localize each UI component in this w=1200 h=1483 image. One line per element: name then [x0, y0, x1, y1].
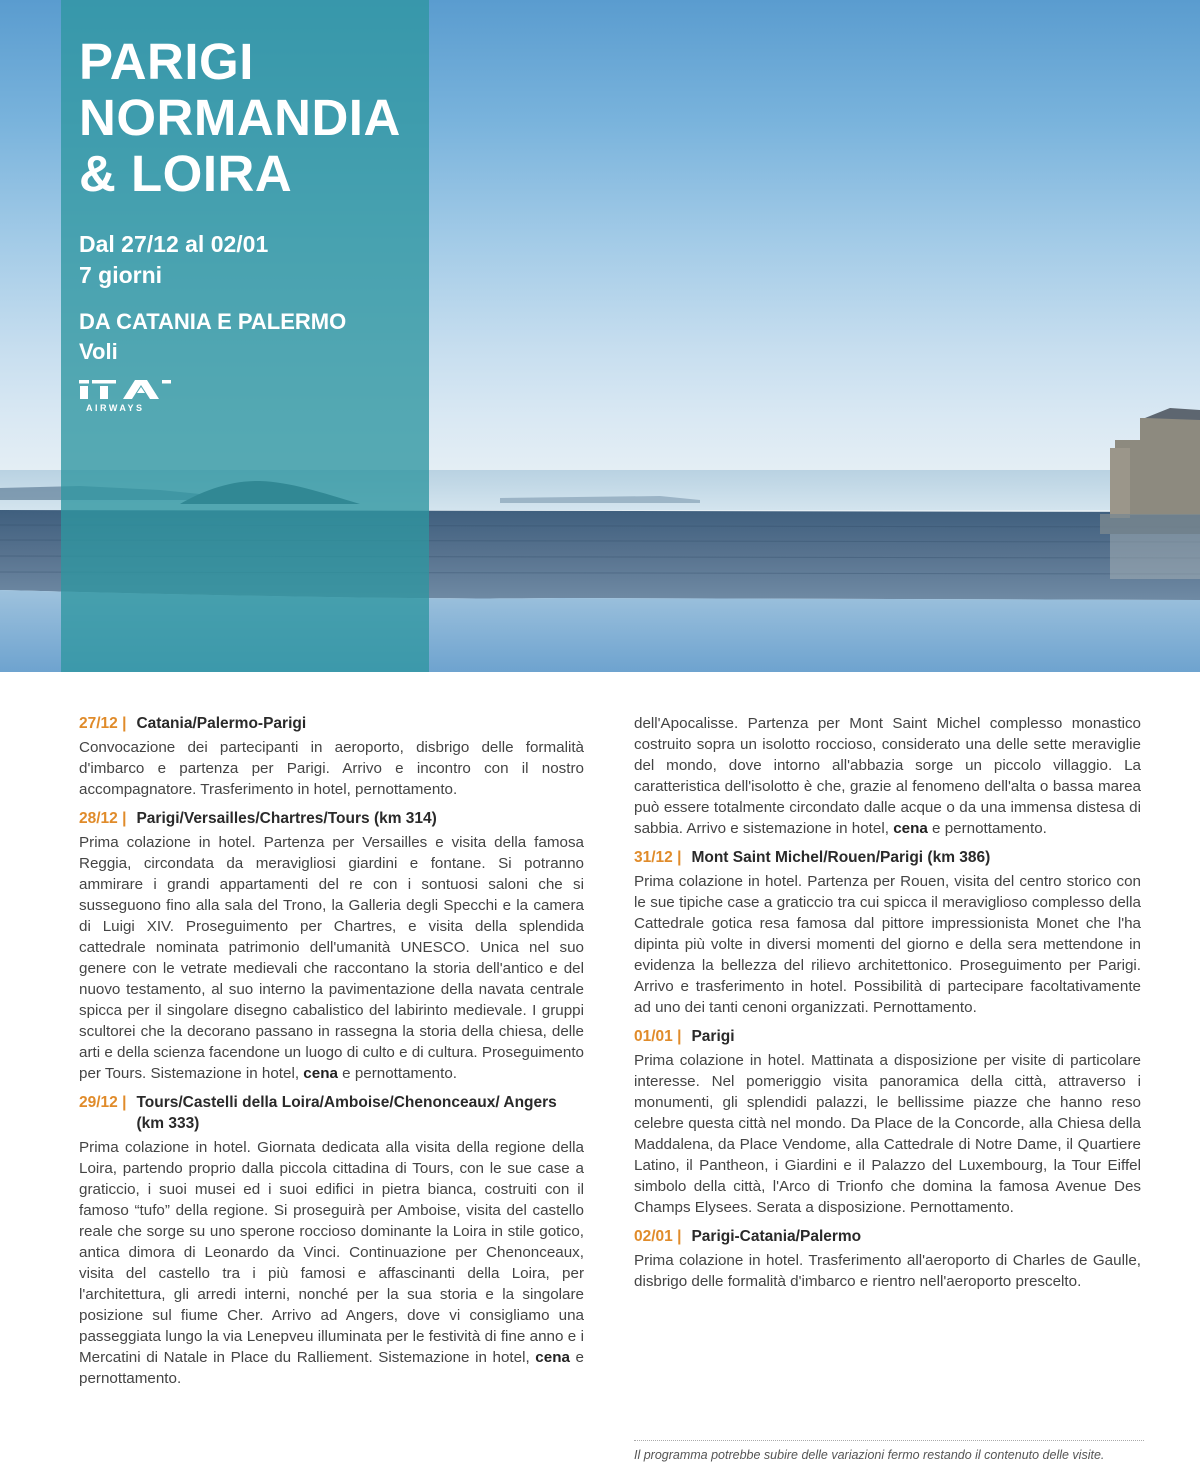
day-route: Tours/Castelli della Loira/Amboise/Chenonceaux/ Angers (km 333)	[136, 1094, 557, 1132]
text-part: Prima colazione in hotel. Giornata dedicata alla visita della regione della Loira, partendo proprio dalla piccola cittadina di Tours, con le sue case a graticcio, i suoi musei ed i suoi edifici in pietra bianca, costruiti con il famoso “tufo” della regione. Si proseguirà per Amboise, visita del castello reale che sorge su uno sperone roccioso dominante la Loira in stile gotico, antica dimora di Leonardo da Vinci. Continuazione per Chenonceaux, visita del castello tra i più famosi e affascinanti della Loira, per l'architettura, gli arredi interni, nonché per la sua storia e la singolare posizione sul fiume Cher. Arrivo ad Angers, dove vi consigliamo una passeggiata lungo la via Lenepveu illuminata per le festività di fine anno e i Mercatini di Natale in Place du Ralliement. Sistemazione in hotel,	[79, 1139, 584, 1366]
day-02-01	[634, 1226, 1141, 1292]
day-description	[79, 1137, 584, 1389]
departure-cities: DA CATANIA E PALERMO	[79, 309, 347, 334]
day-description: Prima colazione in hotel. Trasferimento all'aeroporto di Charles de Gaulle, disbrigo delle formalità d'imbarco e rientro nell'aeroporto prescelto.	[634, 1252, 1141, 1290]
day-header	[634, 847, 1141, 868]
duration: 7 giorni	[79, 262, 163, 288]
meal-highlight: cena	[893, 820, 928, 837]
day-31-12	[634, 847, 1141, 1018]
day-header	[634, 1226, 1141, 1247]
day-date: 27/12 |	[79, 713, 126, 734]
day-description	[79, 832, 584, 1084]
ita-airways-logo	[79, 376, 179, 420]
day-date: 31/12 |	[634, 847, 681, 868]
day-route: Parigi-Catania/Palermo	[691, 1228, 862, 1245]
meal-highlight: cena	[303, 1065, 338, 1082]
program-footnote: Il programma potrebbe subire delle variazioni fermo restando il contenuto delle visite.	[634, 1440, 1144, 1463]
text-part: e pernottamento.	[342, 1065, 457, 1082]
day-date: 01/01 |	[634, 1026, 681, 1047]
trip-dates	[79, 229, 268, 291]
transport-type: Voli	[79, 339, 118, 364]
itinerary-right-column	[634, 713, 1141, 1300]
day-description: Prima colazione in hotel. Partenza per Rouen, visita del centro storico con le sue tipiche case a graticcio tra cui spicca il meraviglioso complesso della Cattedrale gotica resa famosa dal pittore impressionista Monet che l'ha dipinta più volte in diversi momenti del giorno e della sera mettendone in evidenza la bellezza del rilievo architettonico. Proseguimento per Parigi. Arrivo e trasferimento in hotel. Possibilità di partecipare facoltativamente ad uno dei tanti cenoni organizzati. Pernottamento.	[634, 873, 1141, 1016]
day-header	[634, 1026, 1141, 1047]
title-line-1: PARIGI	[79, 33, 254, 90]
text-part: e pernottamento.	[79, 1349, 584, 1387]
day-date: 29/12 |	[79, 1092, 126, 1134]
day-description	[634, 713, 1141, 839]
title-line-2: NORMANDIA	[79, 89, 401, 146]
day-27-12	[79, 713, 584, 800]
day-description: Prima colazione in hotel. Mattinata a disposizione per visite di particolare interesse. Nel pomeriggio visita panoramica della città, attraverso i monumenti, gli splendidi palazzi, le bellissime piazze che hanno reso celebre questa città nel mondo. Da Place de la Concorde, alla Chiesa della Maddalena, da Place Vendome, alla Cattedrale di Notre Dame, il Quartiere Latino, il Pantheon, i Giardini e il Palazzo del Luxembourg, la Tour Eiffel simbolo della città, l'Arco di Trionfo che domina la famosa Avenue Des Champs Elysees. Serata a disposizione. Pernottamento.	[634, 1052, 1141, 1216]
day-description: Convocazione dei partecipanti in aeroporto, disbrigo delle formalità d'imbarco e partenza per Parigi. Arrivo e incontro con il nostro accompagnatore. Trasferimento in hotel, pernottamento.	[79, 739, 584, 798]
day-header	[79, 808, 584, 829]
day-route: Mont Saint Michel/Rouen/Parigi (km 386)	[691, 849, 991, 866]
day-header	[79, 713, 584, 734]
day-30-12-continued	[634, 713, 1141, 839]
day-route: Catania/Palermo-Parigi	[136, 715, 307, 732]
airline-subtitle: AIRWAYS	[86, 403, 145, 413]
day-date: 28/12 |	[79, 808, 126, 829]
day-29-12	[79, 1092, 584, 1389]
day-28-12	[79, 808, 584, 1084]
day-date: 02/01 |	[634, 1226, 681, 1247]
text-part: e pernottamento.	[932, 820, 1047, 837]
date-range: Dal 27/12 al 02/01	[79, 231, 269, 257]
day-route: Parigi/Versailles/Chartres/Tours (km 314)	[136, 810, 437, 827]
day-route: Parigi	[691, 1028, 735, 1045]
text-part: Prima colazione in hotel. Partenza per Versailles e visita della famosa Reggia, circondata da meravigliosi giardini e fontane. Si potranno ammirare i grandi appartamenti del re con i sontuosi saloni che si susseguono fino alla sala del Trono, la Galleria degli Specchi e la camera di Luigi XIV. Proseguimento per Chartres, e visita della splendida cattedrale nominata patrimonio dell'umanità UNESCO. Unica nel suo genere con le vetrate medievali che raccontano la storia dell'antico e del nuovo testamento, al suo interno la pavimentazione della navata centrale spicca per il singolare disegno cabalistico del labirinto medievale. I gruppi scultorei che la decorano passano in rassegna la storia della chiesa, delle arti e della scienza facendone un luogo di culto e di cultura. Proseguimento per Tours. Sistemazione in hotel,	[79, 834, 584, 1082]
text-part: dell'Apocalisse. Partenza per Mont Saint Michel complesso monastico costruito sopra un isolotto roccioso, considerato una delle sette meraviglie del mondo, dove intorno all'abbazia sorge un piccolo villaggio. La caratteristica dell'isolotto è che, grazie al fenomeno dell'alta o bassa marea può essere totalmente circondato dalle acque o da una immensa distesa di sabbia. Arrivo e sistemazione in hotel,	[634, 715, 1141, 837]
title-line-3: & LOIRA	[79, 145, 293, 202]
hero-image	[0, 0, 1200, 672]
trip-title	[79, 34, 401, 202]
day-01-01	[634, 1026, 1141, 1218]
day-header	[79, 1092, 584, 1134]
departure-info	[79, 307, 346, 367]
meal-highlight: cena	[535, 1349, 570, 1366]
itinerary-left-column	[79, 713, 584, 1397]
